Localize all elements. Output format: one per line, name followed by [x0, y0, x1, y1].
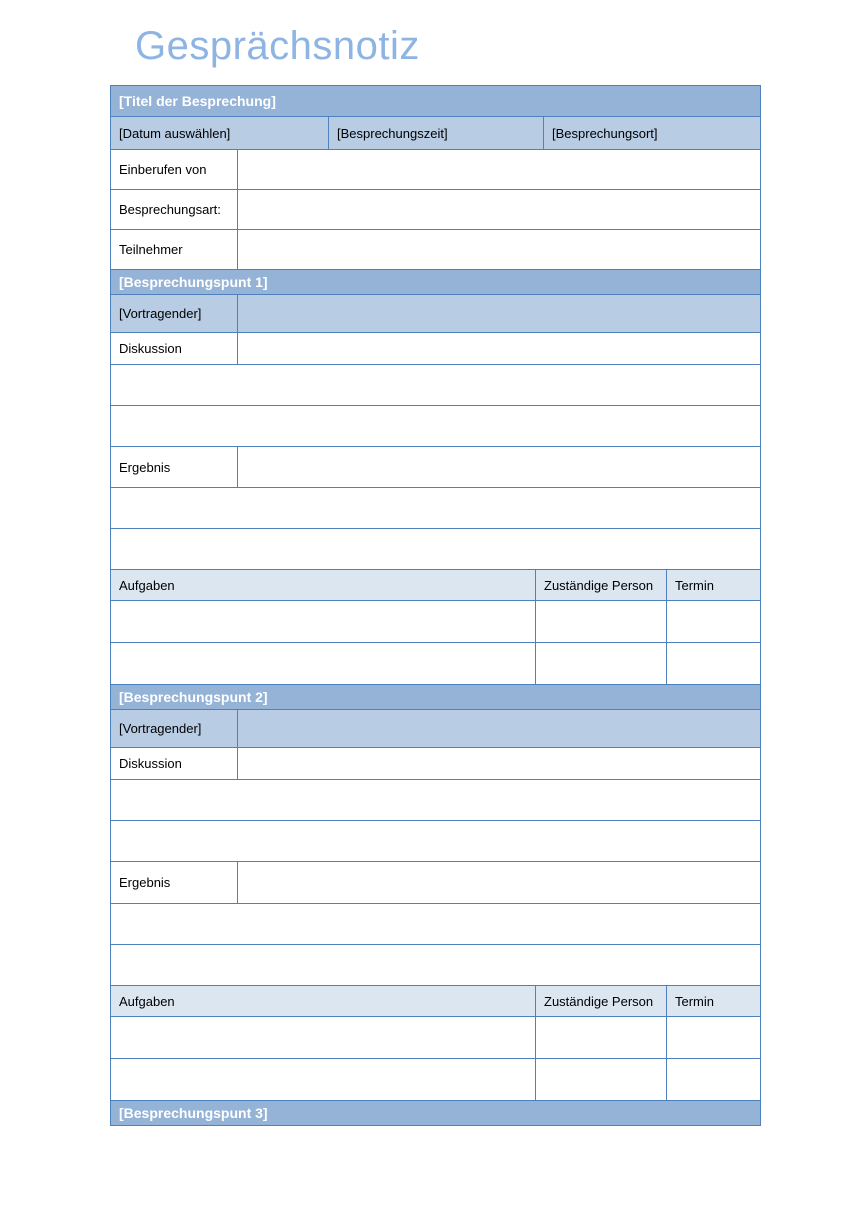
- section-3-header-placeholder: [Besprechungspunt 3]: [119, 1105, 268, 1121]
- section-2-discussion-extra-row-2[interactable]: [110, 821, 761, 862]
- section-2-task-1-due-input[interactable]: [666, 1017, 760, 1058]
- section-1-header-placeholder: [Besprechungspunt 1]: [119, 274, 268, 290]
- section-1-task-1-due-input[interactable]: [666, 601, 760, 642]
- section-1-header-field[interactable]: [110, 270, 761, 295]
- section-1-task-1-input[interactable]: [111, 601, 535, 642]
- section-2-task-1-input[interactable]: [111, 1017, 535, 1058]
- section-2-header-placeholder: [Besprechungspunt 2]: [119, 689, 268, 705]
- section-2-header-field[interactable]: [110, 685, 761, 710]
- meeting-type-row: [110, 190, 761, 230]
- section-1-tasks-header-row: [110, 570, 761, 601]
- section-2-result-extra-row-2[interactable]: [110, 945, 761, 986]
- section-1-discussion-extra-row-2[interactable]: [110, 406, 761, 447]
- section-2-task-2-due-input[interactable]: [666, 1059, 760, 1100]
- meeting-title-placeholder: [Titel der Besprechung]: [119, 93, 276, 109]
- section-1-discussion-row: [110, 333, 761, 365]
- section-1-result-extra-row-2[interactable]: [110, 529, 761, 570]
- attendees-label: Teilnehmer: [119, 242, 183, 257]
- section-1-presenter-row: [110, 295, 761, 333]
- section-2-discussion-row: [110, 748, 761, 780]
- section-1-tasks-task-header: Aufgaben: [119, 577, 175, 593]
- section-1-discussion-extra-row-1[interactable]: [110, 365, 761, 406]
- meeting-meta-row: [110, 117, 761, 150]
- section-2-presenter-input[interactable]: [237, 710, 760, 747]
- date-field[interactable]: [Datum auswählen]: [119, 125, 231, 141]
- section-1-result-row: [110, 447, 761, 488]
- meeting-notes-form: [110, 85, 761, 1126]
- attendees-row: [110, 230, 761, 270]
- section-2-discussion-input[interactable]: [237, 748, 760, 779]
- called-by-row: [110, 150, 761, 190]
- section-2-task-row-2: [110, 1059, 761, 1101]
- section-2-presenter-row: [110, 710, 761, 748]
- section-1-task-2-person-input[interactable]: [535, 643, 666, 684]
- meeting-type-input[interactable]: [237, 190, 760, 229]
- page-title: Gesprächsnotiz: [135, 24, 420, 68]
- section-1-task-row-1: [110, 601, 761, 643]
- section-2-result-row: [110, 862, 761, 904]
- section-2-result-label: Ergebnis: [119, 875, 171, 890]
- section-2-task-1-person-input[interactable]: [535, 1017, 666, 1058]
- section-3-header-field[interactable]: [110, 1101, 761, 1126]
- section-1-result-input[interactable]: [237, 447, 760, 487]
- called-by-input[interactable]: [237, 150, 760, 189]
- section-1-discussion-label: Diskussion: [119, 341, 182, 356]
- section-2-tasks-person-header: Zuständige Person: [535, 986, 666, 1016]
- section-1-presenter-field[interactable]: [Vortragender]: [119, 306, 202, 321]
- section-2-task-2-person-input[interactable]: [535, 1059, 666, 1100]
- section-2-discussion-extra-row-1[interactable]: [110, 780, 761, 821]
- section-1-result-label: Ergebnis: [119, 459, 171, 475]
- section-1-task-2-input[interactable]: [111, 643, 535, 684]
- section-1-presenter-input[interactable]: [237, 295, 760, 332]
- section-1-task-row-2: [110, 643, 761, 685]
- section-1-result-extra-row-1[interactable]: [110, 488, 761, 529]
- location-field[interactable]: [Besprechungsort]: [543, 117, 760, 149]
- section-2-tasks-task-header: Aufgaben: [119, 993, 175, 1009]
- attendees-input[interactable]: [237, 230, 760, 269]
- section-1-tasks-person-header: Zuständige Person: [535, 570, 666, 600]
- section-1-task-2-due-input[interactable]: [666, 643, 760, 684]
- time-field[interactable]: [Besprechungszeit]: [328, 117, 543, 149]
- section-1-task-1-person-input[interactable]: [535, 601, 666, 642]
- called-by-label: Einberufen von: [119, 162, 207, 177]
- meeting-type-label: Besprechungsart:: [119, 202, 221, 217]
- section-1-discussion-input[interactable]: [237, 333, 760, 364]
- section-2-result-extra-row-1[interactable]: [110, 904, 761, 945]
- section-1-tasks-due-header: Termin: [666, 570, 760, 600]
- section-2-result-input[interactable]: [237, 862, 760, 903]
- section-2-tasks-due-header: Termin: [666, 986, 760, 1016]
- section-2-presenter-field[interactable]: [Vortragender]: [119, 721, 202, 736]
- section-2-task-2-input[interactable]: [111, 1059, 535, 1100]
- meeting-title-field[interactable]: [110, 85, 761, 117]
- section-2-tasks-header-row: [110, 986, 761, 1017]
- section-2-discussion-label: Diskussion: [119, 756, 182, 771]
- section-2-task-row-1: [110, 1017, 761, 1059]
